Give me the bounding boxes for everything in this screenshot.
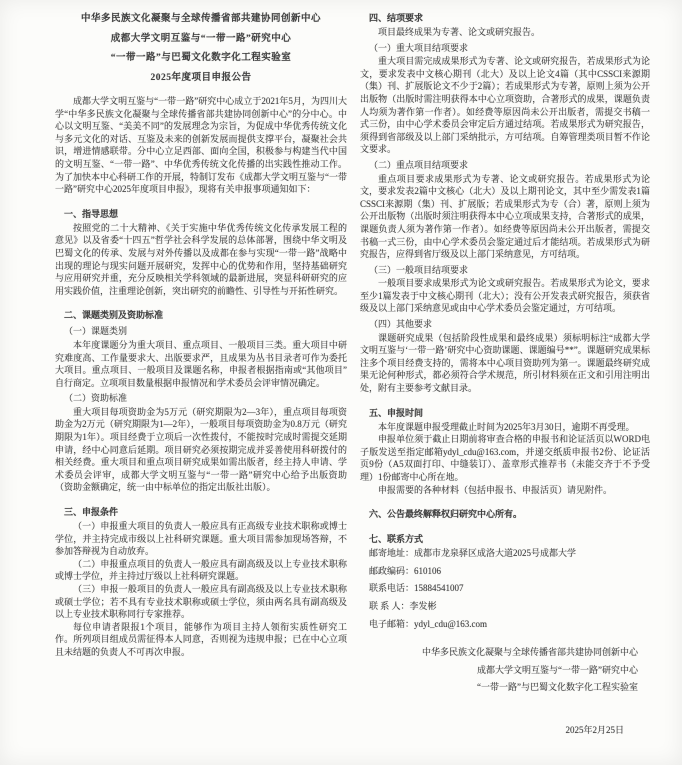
section-2-sub-1-paragraph: 本年度课题分为重大项目、重点项目、一般项目三类。重大项目中研究难度高、工作量要求大、出版要求严，且成果为丛书目录者可作为委托大项目。重点项目、一般项目及课题名称，申报者根据指南或“其他项目”自行商定。立项项目数量根据申报情况和学术委员会评审情况确定。 <box>55 339 347 388</box>
document-header <box>55 10 347 88</box>
section-2-sub-2-paragraph: 重大项目每项资助金为5万元（研究期限为2—3年），重点项目每项资助金为2万元（研究期限为1—2年），一般项目每项资助金为0.8万元（研究期限为1年）。项目经费于立项后一次性拨付，不能按时完成时需提交延期申请，经中心同意后延期。项目研究必须按期完成并妥善使用科研拨付的相关经费。重大项目和重点项目研究成果如需出版者，经主持人申请、学术委员会评审，成都大学文明互鉴与“一带一路”研究中心给予出版资助（资助金额确定，统一由中标单位的指定出版社出版）。 <box>55 406 347 493</box>
contact-email: 电子邮箱：ydyl_cdu@163.com <box>369 618 488 629</box>
section-4-heading: 四、结项要求 <box>369 13 424 23</box>
section-4-intro: 项目最终成果为专著、论文或研究报告。 <box>378 27 541 37</box>
section-3-paragraph-2: （二）申报重点项目的负责人一般应具有副高级及以上专业技术职称或博士学位，并主持过厅级以上社科研究课题。 <box>55 558 347 582</box>
section-5-heading: 五、申报时间 <box>369 407 424 418</box>
section-6-heading: 六、公告最终解释权归研究中心所有。 <box>369 509 523 520</box>
section-2-heading: 二、课题类别及资助标准 <box>64 310 164 321</box>
section-5-paragraph-2: 申报单位须于截止日期前将审查合格的申报书和论证活页以WORD电子版发送至指定邮箱ydyl_cdu@163.com，并递交纸质申报书2份、论证活页9份（A5双面打印、中缝装订）、盖章形式推荐书（未能交齐于不予受理）1份邮寄中心所在地。 <box>360 434 650 482</box>
intro-paragraph: 成都大学文明互鉴与“一带一路”研究中心成立于2021年5月，为四川大学“中华多民族文化凝聚与全球传播省部共建协同创新中心”的分中心。中心以文明互鉴、“美美不同”的发展理念为宗旨，为促成中华优秀传统文化与多元文化的对话、互鉴及未来的创新发展而提供支撑平台，凝聚社会共识，增进情感联带。分中心立足西部、面向全国，积极参与构建当代中国的文明互鉴、“一带一路”、中华优秀传统文化传播的出实践性推动工作。为了加快本中心科研工作的开展，特制订发布《成都大学文明互鉴与“一带一路”研究中心2025年度项目申报》，现将有关申报事项通知如下： <box>55 96 347 195</box>
signature-org-line-2: 成都大学文明互鉴与“一带一路”研究中心 <box>477 664 638 675</box>
section-2-sub-2-heading: （二）资助标准 <box>64 393 128 404</box>
section-2-sub-1-heading: （一）课题类别 <box>64 326 128 337</box>
section-3-paragraph-3: （三）申报一般项目的负责人一般应具有副高级及以上专业技术职称或硕士学位；若不具有专业技术职称或硕士学位，须由两名具有副高级及以上专业技术职称同行专家推荐。 <box>55 584 347 620</box>
section-4-sub-3-heading: （三）一般项目结项要求 <box>369 264 469 275</box>
contact-phone: 联系电话：15884541007 <box>369 583 464 594</box>
header-org-line-3: “一带一路”与巴蜀文化数字化工程实验室 <box>110 53 292 63</box>
section-7-heading: 七、联系方式 <box>369 534 424 545</box>
header-org-line-2: 成都大学文明互鉴与“一带一路”研究中心 <box>110 33 292 44</box>
signature-org-line-3: “一带一路”与巴蜀文化数字化工程实验室 <box>477 682 638 693</box>
section-4-sub-1-paragraph: 重大项目需完成成果形式为专著、论文或研究报告，若成果形式为论文，要求发表中文核心期刊（北大）及以上论文4篇（其中CSSCI来源期（集）刊、扩展版论文不少于2篇）；若成果形式为专著，原则上须为公开出版物（出版时需注明获得本中心立项资助，合著形式的成果，课题负责人均须为著作第一作者）。如经费等原因尚未公开出版者，需提交书稿一式三份，由中心学术委员会审定后方通过结项。若成果形式为研究报告，须得到省部级及以上部门采纳批示，方可结项。自筹管理类项目暂不作论文要求。 <box>360 56 650 155</box>
section-3-heading: 三、申报条件 <box>64 507 119 518</box>
section-5-paragraph-3: 申报需要的各种材料（包括申报书、申报活页）请见附件。 <box>378 484 613 495</box>
section-4-sub-2-heading: （二）重点项目结项要求 <box>369 159 469 170</box>
section-4-sub-2-paragraph: 重点项目要求成果形式为专著、论文或研究报告。若成果形式为论文，要求发表2篇中文核心（北大）及以上期刊论文，其中至少需发表1篇CSSCI来源期（集）刊、扩展版；若成果形式为专（合）著，原则上须为公开出版物（出版时须注明获得本中心立项成果支持，合著形式的成果，课题负责人须为著作第一作者）。如经费等原因尚未公开出版者，需提交书稿一式三份，由中心学术委员会鉴定通过后才能结项。若成果形式为研究报告，应得到省厅级及以上部门采纳意见，方可结项。 <box>360 173 650 260</box>
section-4-sub-4-heading: （四）其他要求 <box>369 319 433 330</box>
contact-address: 邮寄地址：成都市龙泉驿区成洛大道2025号成都大学 <box>369 548 577 559</box>
section-3-paragraph-4: 每位申请者限报1个项目，能够作为项目主持人领衔实质性研究工作。所列项目组成员需征得本人同意，否则视为违规申报；已在中心立项且未结题的负责人不可再次申报。 <box>55 621 347 657</box>
section-3-paragraph-1: （一）申报重大项目的负责人一般应具有正高级专业技术职称或博士学位，并主持完成市级以上社科研究课题。重大项目需参加现场答辩，不参加答辩视为自动放弃。 <box>55 521 347 557</box>
section-5-paragraph-1: 本年度课题申报受理截止时间为2025年3月30日，逾期不再受理。 <box>378 421 635 432</box>
section-4-sub-3-paragraph: 一般项目要求成果形式为论文或研究报告。若成果形式为论文，要求至少1篇发表于中文核心期刊（北大）；没有公开发表式研究报告，须获省级及以上部门采纳意见或由中心学术委员会鉴定通过，方可结项。 <box>360 278 650 314</box>
signature-block <box>360 646 650 694</box>
signature-org-line-1: 中华多民族文化凝聚与全球传播省部共建协同创新中心 <box>421 647 638 658</box>
left-column <box>55 95 347 659</box>
header-org-line-1: 中华多民族文化凝聚与全球传播省部共建协同创新中心 <box>80 14 321 24</box>
section-1-heading: 一、指导思想 <box>64 208 119 219</box>
signature-date: 2025年2月25日 <box>565 724 624 735</box>
section-4-sub-1-heading: （一）重大项目结项要求 <box>369 42 469 53</box>
section-1-paragraph: 按照党的二十大精神、《关于实施中华优秀传统文化传承发展工程的意见》以及省委“十四五”哲学社会科学发展的总体部署，围绕中华文明及巴蜀文化的传承、发展与对外传播以及成都在参与实现“一带一路”战略中出现的理论与现实问题开展研究，发挥中心的优势和作用，坚持基础研究与应用研究并重，充分反映相关学科领域的最新进展，突显科研研究的应用实践价值，注重理论创新，突出研究的前瞻性、引导性与开拓性研究。 <box>55 222 347 296</box>
contact-person: 联 系 人：李发彬 <box>369 600 437 611</box>
right-column <box>360 12 650 737</box>
contact-postcode: 邮政编码：610106 <box>369 565 442 576</box>
section-4-sub-4-paragraph: 课题研究成果（包括阶段性成果和最终成果）须标明标注“成都大学文明互鉴与‘一带一路’研究中心资助课题、课题编号**”。课题研究成果标注多个项目经费支持的，需将本中心项目资助列为第一。课题最终研究成果无论何种形式，都必须符合学术规范，所引材料须在正文和引用注明出处，附有主要参考文献目录。 <box>360 332 650 394</box>
document-title: 2025年度项目申报公告 <box>150 72 252 83</box>
